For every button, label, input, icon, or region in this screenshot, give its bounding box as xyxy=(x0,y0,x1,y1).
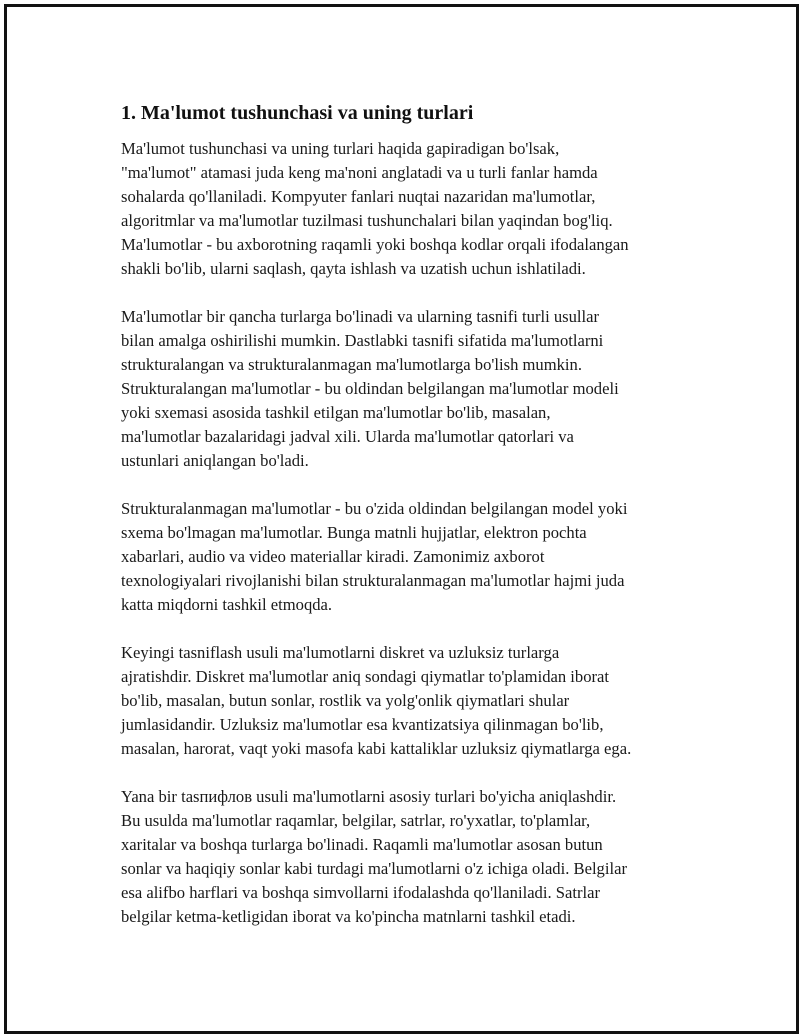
paragraph-line: Ma'lumotlar bir qancha turlarga bo'linadi va ularning tasnifi turli usullar xyxy=(121,307,600,326)
paragraph-line: ma'lumotlar bazalaridagi jadval xili. Ularda ma'lumotlar qatorlari va xyxy=(121,427,574,446)
document-body xyxy=(121,99,711,953)
paragraph-line: Strukturalanmagan ma'lumotlar - bu o'zida oldindan belgilangan model yoki xyxy=(121,499,628,518)
paragraph-line: sonlar va haqiqiy sonlar kabi turdagi ma'lumotlarni o'z ichiga oladi. Belgilar xyxy=(121,859,627,878)
paragraph-line: shakli bo'lib, ularni saqlash, qayta ishlash va uzatish uchun ishlatiladi. xyxy=(121,259,586,278)
paragraph xyxy=(121,137,711,281)
paragraph-line: algoritmlar va ma'lumotlar tuzilmasi tushunchalari bilan yaqindan bog'liq. xyxy=(121,211,613,230)
paragraph-line: bilan amalga oshirilishi mumkin. Dastlabki tasnifi sifatida ma'lumotlarni xyxy=(121,331,604,350)
paragraph-line: Keyingi tasniflash usuli ma'lumotlarni diskret va uzluksiz turlarga xyxy=(121,643,560,662)
paragraph-line: katta miqdorni tashkil etmoqda. xyxy=(121,595,333,614)
paragraph xyxy=(121,305,711,473)
paragraph-line: belgilar ketma-ketligidan iborat va ko'pincha matnlarni tashkil etadi. xyxy=(121,907,576,926)
paragraph-line: Strukturalangan ma'lumotlar - bu oldindan belgilangan ma'lumotlar modeli xyxy=(121,379,619,398)
paragraph-line: masalan, harorat, vaqt yoki masofa kabi kattaliklar uzluksiz qiymatlarga ega. xyxy=(121,739,632,758)
paragraph-list xyxy=(121,137,711,929)
paragraph xyxy=(121,497,711,617)
paragraph-line: Ma'lumotlar - bu axborotning raqamli yoki boshqa kodlar orqali ifodalangan xyxy=(121,235,629,254)
paragraph-line: Ma'lumot tushunchasi va uning turlari haqida gapiradigan bo'lsak, xyxy=(121,139,560,158)
paragraph-line: "ma'lumot" atamasi juda keng ma'noni anglatadi va u turli fanlar hamda xyxy=(121,163,598,182)
paragraph-line: Yana bir tasпифлов usuli ma'lumotlarni asosiy turlari bo'yicha aniqlashdir. xyxy=(121,787,617,806)
paragraph-line: yoki sxemasi asosida tashkil etilgan ma'lumotlar bo'lib, masalan, xyxy=(121,403,551,422)
paragraph-line: sxema bo'lmagan ma'lumotlar. Bunga matnli hujjatlar, elektron pochta xyxy=(121,523,587,542)
section-heading: 1. Ma'lumot tushunchasi va uning turlari xyxy=(121,102,474,124)
paragraph-line: esa alifbo harflari va boshqa simvollarni ifodalashda qo'llaniladi. Satrlar xyxy=(121,883,600,902)
paragraph-line: Bu usulda ma'lumotlar raqamlar, belgilar, satrlar, ro'yxatlar, to'plamlar, xyxy=(121,811,591,830)
paragraph-line: ustunlari aniqlangan bo'ladi. xyxy=(121,451,309,470)
paragraph-line: xaritalar va boshqa turlarga bo'linadi. Raqamli ma'lumotlar asosan butun xyxy=(121,835,603,854)
paragraph-line: jumlasidandir. Uzluksiz ma'lumotlar esa kvantizatsiya qilinmagan bo'lib, xyxy=(121,715,604,734)
paragraph-line: strukturalangan va strukturalanmagan ma'lumotlarga bo'lish mumkin. xyxy=(121,355,582,374)
paragraph-line: sohalarda qo'llaniladi. Kompyuter fanlari nuqtai nazaridan ma'lumotlar, xyxy=(121,187,596,206)
paragraph xyxy=(121,641,711,761)
paragraph-line: texnologiyalari rivojlanishi bilan strukturalanmagan ma'lumotlar hajmi juda xyxy=(121,571,625,590)
paragraph xyxy=(121,785,711,929)
paragraph-line: ajratishdir. Diskret ma'lumotlar aniq sondagi qiymatlar to'plamidan iborat xyxy=(121,667,610,686)
paragraph-line: xabarlari, audio va video materiallar kiradi. Zamonimiz axborot xyxy=(121,547,545,566)
paragraph-line: bo'lib, masalan, butun sonlar, rostlik va yolg'onlik qiymatlari shular xyxy=(121,691,570,710)
page-frame xyxy=(4,4,799,1034)
